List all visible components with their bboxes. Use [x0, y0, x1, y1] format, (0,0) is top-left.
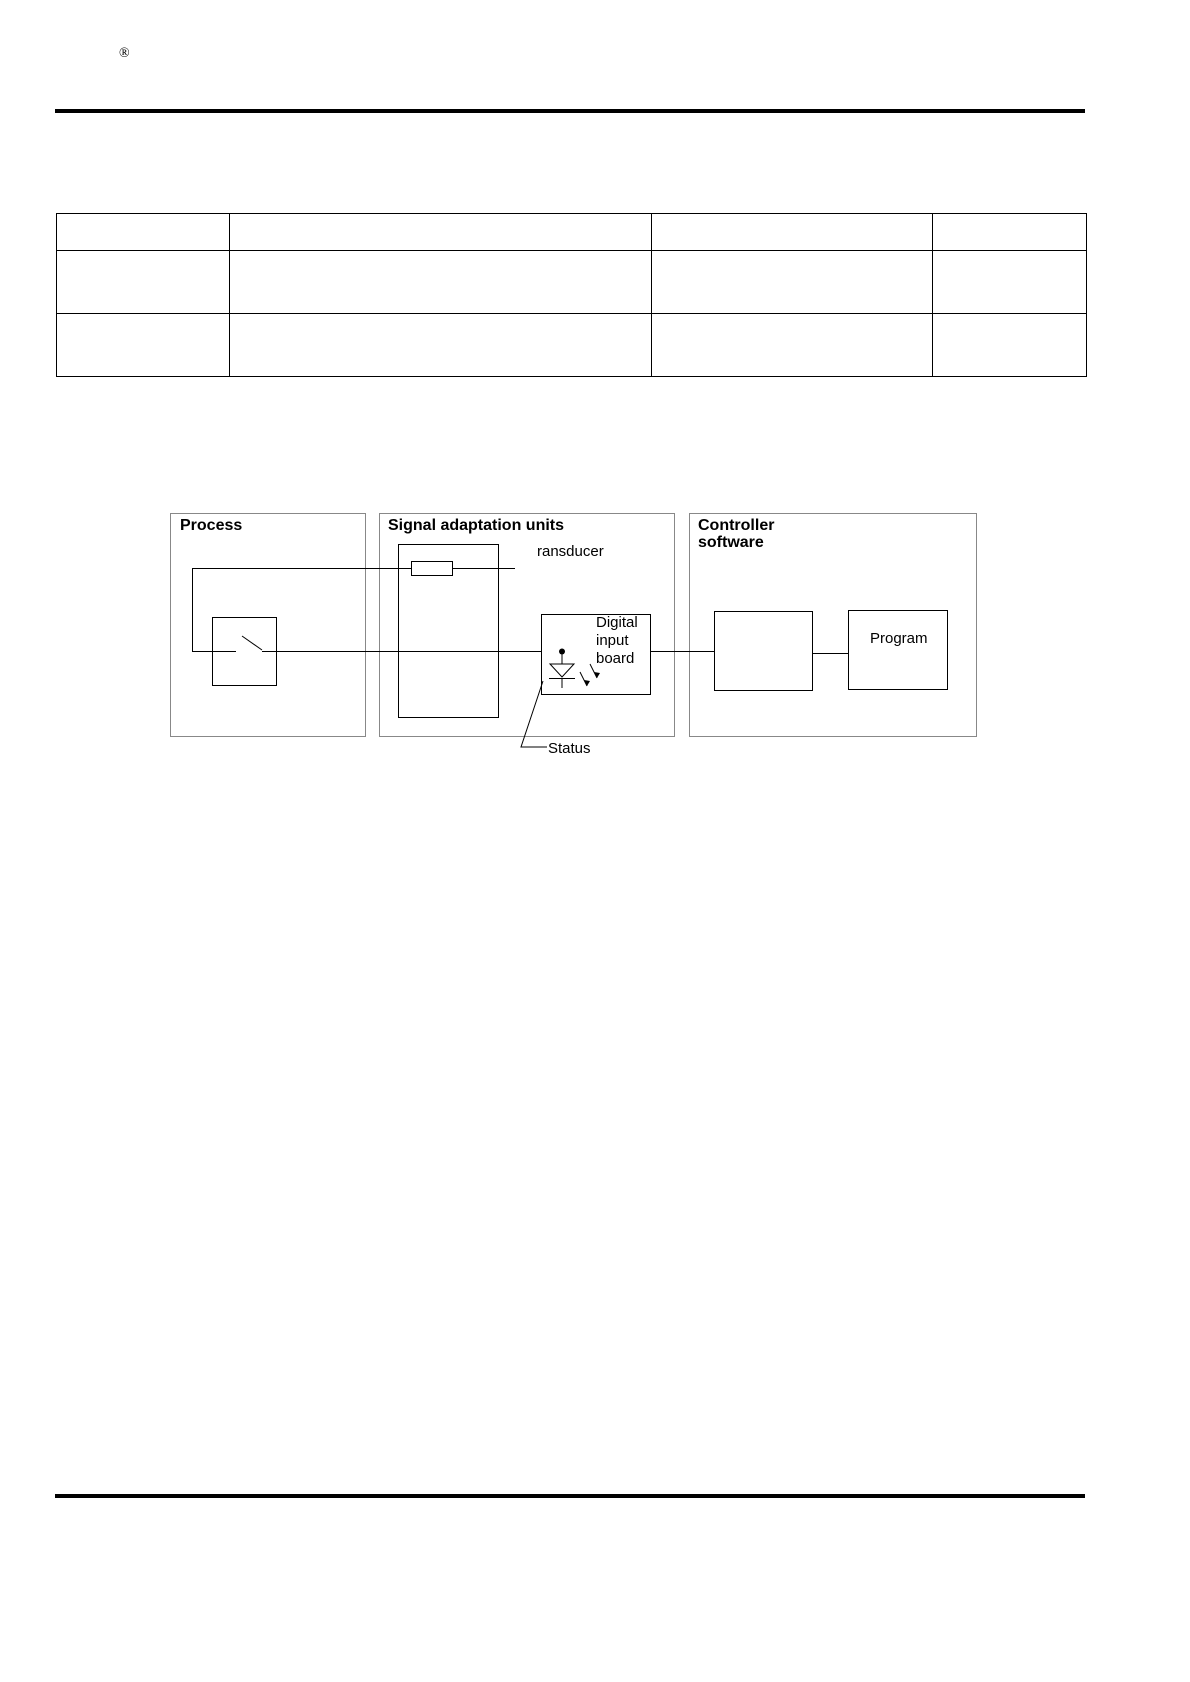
controller-input-block	[715, 612, 813, 691]
program-block	[849, 611, 948, 690]
transducer-label: ransducer	[537, 543, 604, 560]
program-label: Program	[870, 630, 928, 647]
resistor-symbol	[412, 562, 453, 576]
registered-trademark-mark: ®	[119, 46, 130, 61]
digital-input-board-label: Digital	[596, 614, 638, 631]
status-led-icon	[549, 664, 600, 688]
switch-contact	[242, 636, 262, 650]
digital-input-board-label-line3: board	[596, 650, 635, 667]
signal-wire-loop	[193, 569, 516, 652]
process-title: Process	[180, 517, 243, 534]
controller-software-title-line2: software	[698, 534, 764, 551]
process-panel	[171, 514, 366, 737]
digital-input-board-label-line2: input	[596, 632, 629, 649]
footer-rule	[55, 1494, 1085, 1498]
signal-adaptation-title: Signal adaptation units	[388, 517, 565, 534]
controller-software-title: Controller	[698, 517, 775, 534]
status-leader-line	[521, 681, 547, 747]
status-label: Status	[548, 740, 591, 757]
